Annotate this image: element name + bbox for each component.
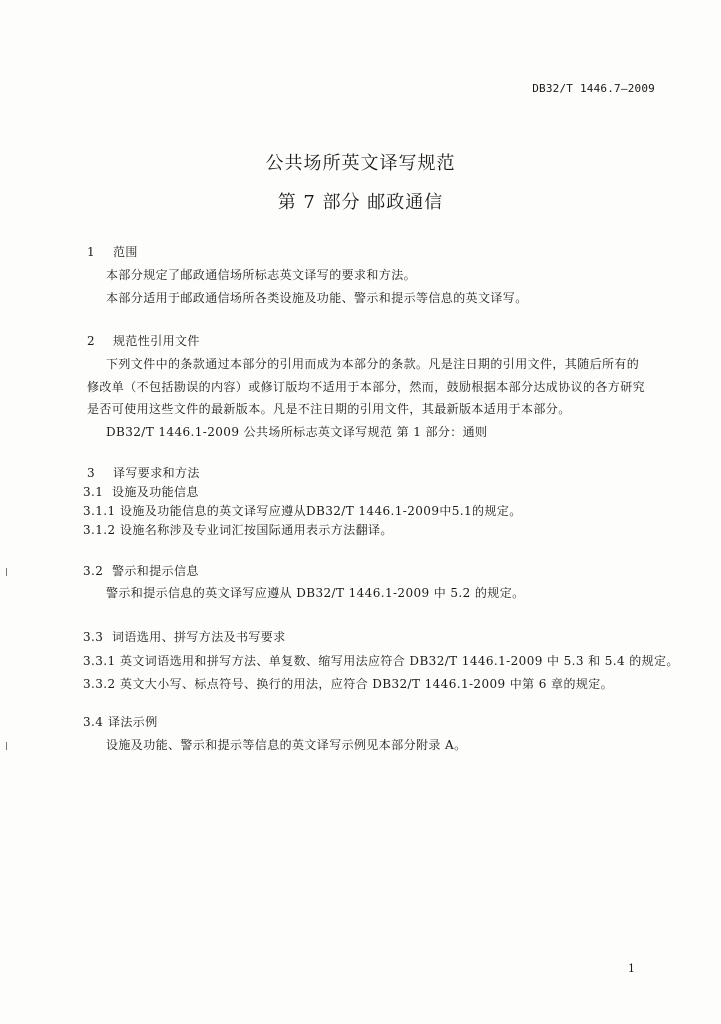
scan-edge-mark bbox=[6, 568, 7, 576]
section-1-paragraph-2: 本部分适用于邮政通信场所各类设施及功能、警示和提示等信息的英文译写。 bbox=[106, 291, 528, 305]
section-2-paragraph-line-2: 修改单（不包括勘误的内容）或修订版均不适用于本部分，然而，鼓励根据本部分达成协议的各方研究 bbox=[87, 380, 646, 394]
section-3-4-text: 设施及功能、警示和提示等信息的英文译写示例见本部分附录 A。 bbox=[106, 738, 467, 752]
section-title: 译法示例 bbox=[108, 715, 158, 729]
clause-number: 3.1.1 bbox=[83, 504, 116, 518]
clause-number: 3.3.1 bbox=[83, 654, 116, 668]
clause-3-3-1 bbox=[83, 654, 679, 668]
section-2-paragraph-line-1: 下列文件中的条款通过本部分的引用而成为本部分的条款。凡是注日期的引用文件，其随后所有的 bbox=[106, 357, 640, 371]
section-2-paragraph-line-3: 是否可使用这些文件的最新版本。凡是不注日期的引用文件，其最新版本适用于本部分。 bbox=[87, 402, 571, 416]
section-number: 3.1 bbox=[83, 485, 104, 499]
section-title: 规范性引用文件 bbox=[113, 334, 200, 348]
section-number: 2 bbox=[87, 334, 96, 348]
section-3-3-heading bbox=[83, 630, 286, 644]
section-number: 3.3 bbox=[83, 630, 104, 644]
page-number: 1 bbox=[628, 962, 635, 975]
section-3-heading bbox=[87, 466, 200, 480]
section-3-2-text: 警示和提示信息的英文译写应遵从 DB32/T 1446.1-2009 中 5.2 的规定。 bbox=[106, 586, 525, 600]
standard-number: DB32/T 1446.7—2009 bbox=[532, 82, 655, 95]
document-title: 公共场所英文译写规范 bbox=[265, 153, 456, 174]
clause-number: 3.3.2 bbox=[83, 677, 116, 691]
clause-3-1-1 bbox=[83, 504, 522, 518]
section-1-paragraph-1: 本部分规定了邮政通信场所标志英文译写的要求和方法。 bbox=[106, 268, 417, 282]
section-3-2-heading bbox=[83, 564, 199, 578]
clause-text: 设施及功能信息的英文译写应遵从DB32/T 1446.1-2009中5.1的规定。 bbox=[120, 504, 522, 518]
section-title: 词语选用、拼写方法及书写要求 bbox=[112, 630, 286, 644]
clause-text: 英文词语选用和拼写方法、单复数、缩写用法应符合 DB32/T 1446.1-2009 中 5.3 和 5.4 的规定。 bbox=[120, 654, 679, 668]
clause-text: 英文大小写、标点符号、换行的用法，应符合 DB32/T 1446.1-2009 中第 6 章的规定。 bbox=[120, 677, 614, 691]
scan-edge-mark bbox=[6, 742, 7, 750]
section-number: 3.2 bbox=[83, 564, 104, 578]
section-number: 3.4 bbox=[83, 715, 104, 729]
section-title: 译写要求和方法 bbox=[113, 466, 200, 480]
clause-text: 设施名称涉及专业词汇按国际通用表示方法翻译。 bbox=[120, 523, 393, 537]
section-3-1-heading bbox=[83, 485, 199, 499]
section-1-heading bbox=[87, 245, 138, 259]
section-number: 1 bbox=[87, 245, 96, 259]
clause-number: 3.1.2 bbox=[83, 523, 116, 537]
section-title: 警示和提示信息 bbox=[112, 564, 199, 578]
clause-3-1-2 bbox=[83, 523, 393, 537]
section-2-heading bbox=[87, 334, 200, 348]
section-3-4-heading bbox=[83, 715, 158, 729]
normative-reference: DB32/T 1446.1-2009 公共场所标志英文译写规范 第 1 部分：通则 bbox=[106, 425, 488, 439]
section-title: 设施及功能信息 bbox=[112, 485, 199, 499]
section-number: 3 bbox=[87, 466, 96, 480]
section-title: 范围 bbox=[113, 245, 138, 259]
clause-3-3-2 bbox=[83, 677, 613, 691]
document-subtitle: 第 7 部分 邮政通信 bbox=[277, 192, 444, 213]
